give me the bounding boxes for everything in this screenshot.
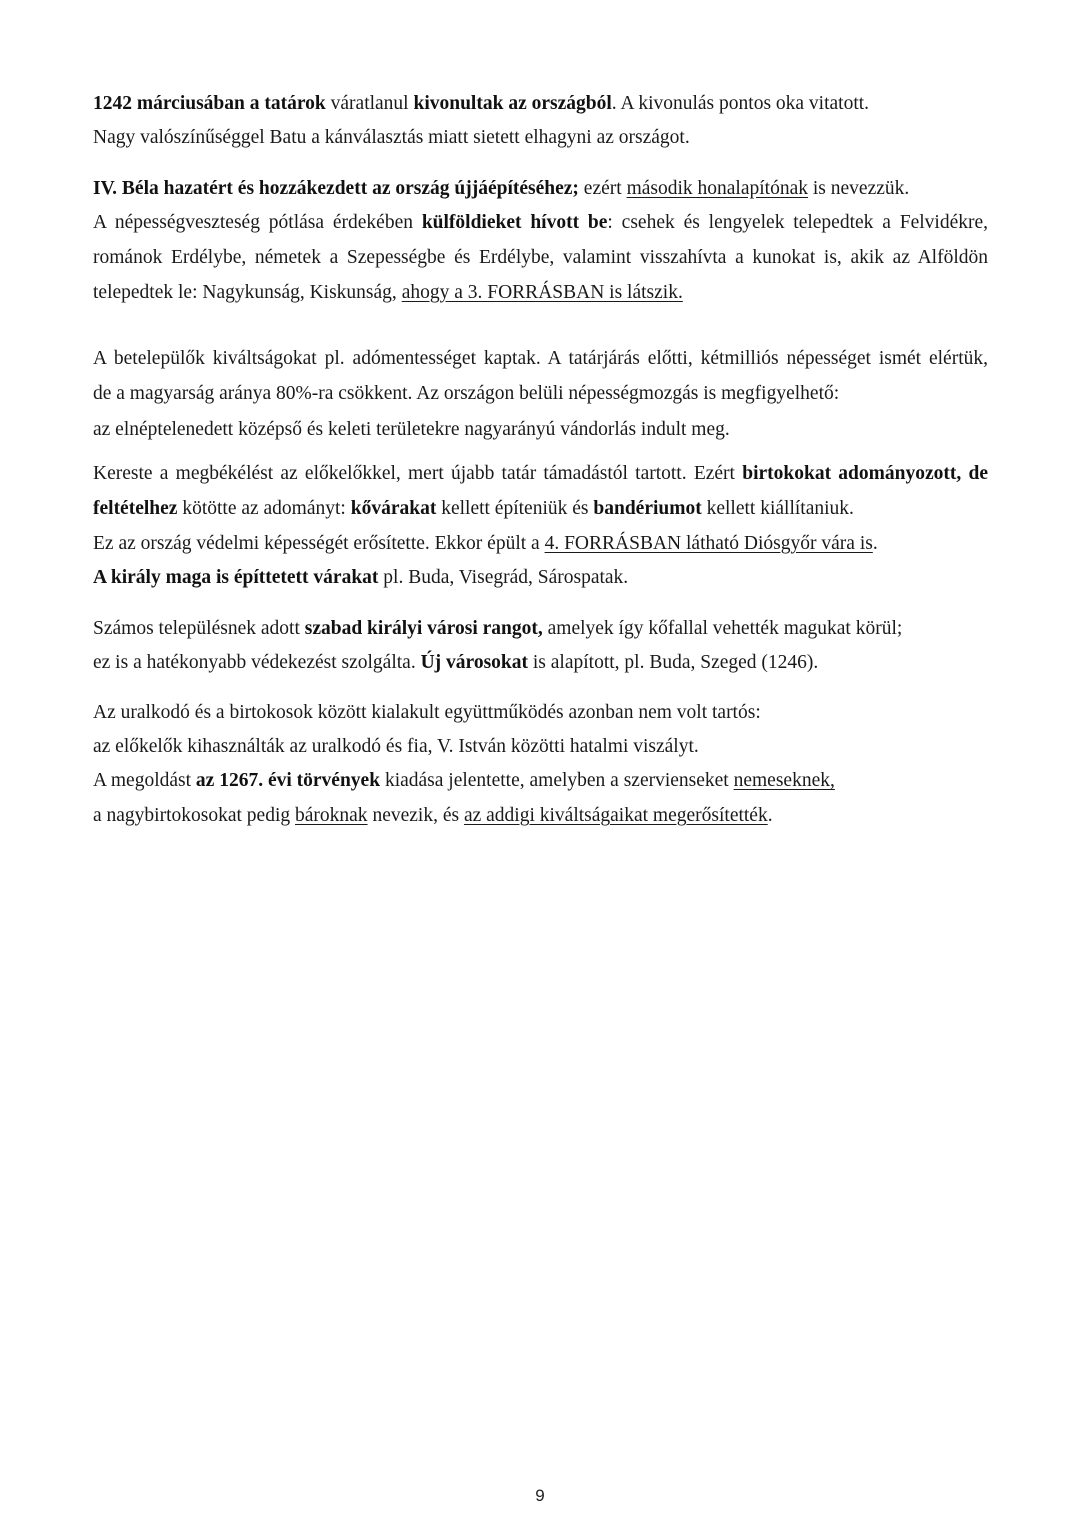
text-run: nevezik, és (367, 805, 464, 826)
bold-text: 1242 márciusában a tatárok (93, 93, 326, 114)
text-line (93, 497, 854, 521)
text-run: az előkelők kihasználták az uralkodó és fia, V. István közötti hatalmi viszályt. (93, 736, 699, 757)
text-line (93, 804, 773, 828)
underlined-text: nemeseknek, (733, 770, 835, 791)
underlined-text: az addigi kiváltságaikat megerősítették (463, 805, 768, 826)
text-run: A betelepülők kiváltságokat pl. adómentességet kaptak. A tatárjárás előtti, kétmilliós népességet ismét elértük, (93, 348, 988, 369)
text-run: de a magyarság aránya 80%-ra csökkent. Az országon belüli népességmozgás is megfigyelhető: (93, 383, 840, 404)
text-run: Ez az ország védelmi képességét erősítette. Ekkor épült a (93, 533, 545, 554)
text-line (93, 651, 818, 675)
text-run: az elnéptelenedett középső és keleti területekre nagyarányú vándorlás indult meg. (93, 419, 730, 440)
text-line (93, 532, 878, 556)
text-line (93, 382, 839, 406)
text-run: is alapított, pl. Buda, Szeged (1246). (528, 652, 819, 673)
bold-text: A király maga is építtetett várakat (93, 567, 379, 588)
text-run: váratlanul (325, 93, 414, 114)
text-line (93, 92, 869, 116)
text-run: kiadása jelentette, amelyben a szervienseket (380, 770, 734, 791)
text-line (93, 246, 988, 270)
text-run: A népességveszteség pótlása érdekében (93, 212, 422, 233)
bold-text: IV. Béla hazatért és hozzákezdett az ország újjáépítéséhez; (93, 178, 579, 199)
text-line (93, 566, 628, 590)
bold-text: kivonultak az országból (413, 93, 612, 114)
text-run: a nagybirtokosokat pedig (93, 805, 295, 826)
text-run: Kereste a megbékélést az előkelőkkel, mert újabb tatár támadástól tartott. Ezért (93, 463, 743, 484)
text-line (93, 211, 988, 235)
text-run: Az uralkodó és a birtokosok között kialakult együttműködés azonban nem volt tartós: (93, 702, 761, 723)
text-run: kötötte az adományt: (177, 498, 351, 519)
text-line (93, 418, 730, 442)
text-line (93, 617, 902, 641)
underlined-text: bároknak (295, 805, 368, 826)
underlined-text: ahogy a 3. FORRÁSBAN is látszik. (401, 282, 683, 303)
text-run: . (767, 805, 773, 826)
bold-text: Új városokat (420, 652, 529, 673)
bold-text: külföldieket hívott be (421, 212, 608, 233)
bold-text: birtokokat adományozott, de (742, 463, 988, 484)
underlined-text: második honalapítónak (626, 178, 808, 199)
text-line (93, 126, 690, 150)
text-run: pl. Buda, Visegrád, Sárospatak. (378, 567, 629, 588)
text-run: kellett kiállítaniuk. (701, 498, 854, 519)
text-run: A megoldást (93, 770, 196, 791)
text-run: : csehek és lengyelek telepedtek a Felvidékre, (607, 212, 988, 233)
text-line (93, 701, 761, 725)
text-line (93, 769, 835, 793)
text-run: . A kivonulás pontos oka vitatott. (611, 93, 870, 114)
text-run: Nagy valószínűséggel Batu a kánválasztás miatt sietett elhagyni az országot. (93, 127, 690, 148)
text-line (93, 281, 683, 305)
text-run: . (872, 533, 878, 554)
bold-text: feltételhez (93, 498, 178, 519)
bold-text: bandériumot (593, 498, 702, 519)
text-line (93, 347, 988, 371)
text-run: is nevezzük. (808, 178, 910, 199)
underlined-text: 4. FORRÁSBAN látható Diósgyőr vára is (544, 533, 873, 554)
text-line (93, 735, 699, 759)
text-run: románok Erdélybe, németek a Szepességbe és Erdélybe, valamint visszahívta a kunokat is, akik az Alföldön (93, 247, 988, 268)
text-run: Számos településnek adott (93, 618, 305, 639)
bold-text: az 1267. évi törvények (195, 770, 381, 791)
text-run: telepedtek le: Nagykunság, Kiskunság, (93, 282, 402, 303)
text-run: ez is a hatékonyabb védekezést szolgálta. (93, 652, 421, 673)
text-run: kellett építeniük és (436, 498, 594, 519)
text-run: ezért (578, 178, 627, 199)
text-run: amelyek így kőfallal vehették magukat körül; (542, 618, 903, 639)
bold-text: szabad királyi városi rangot, (304, 618, 543, 639)
text-line (93, 462, 988, 486)
bold-text: kővárakat (350, 498, 437, 519)
page-number: 9 (535, 1486, 545, 1505)
text-line (93, 177, 909, 201)
